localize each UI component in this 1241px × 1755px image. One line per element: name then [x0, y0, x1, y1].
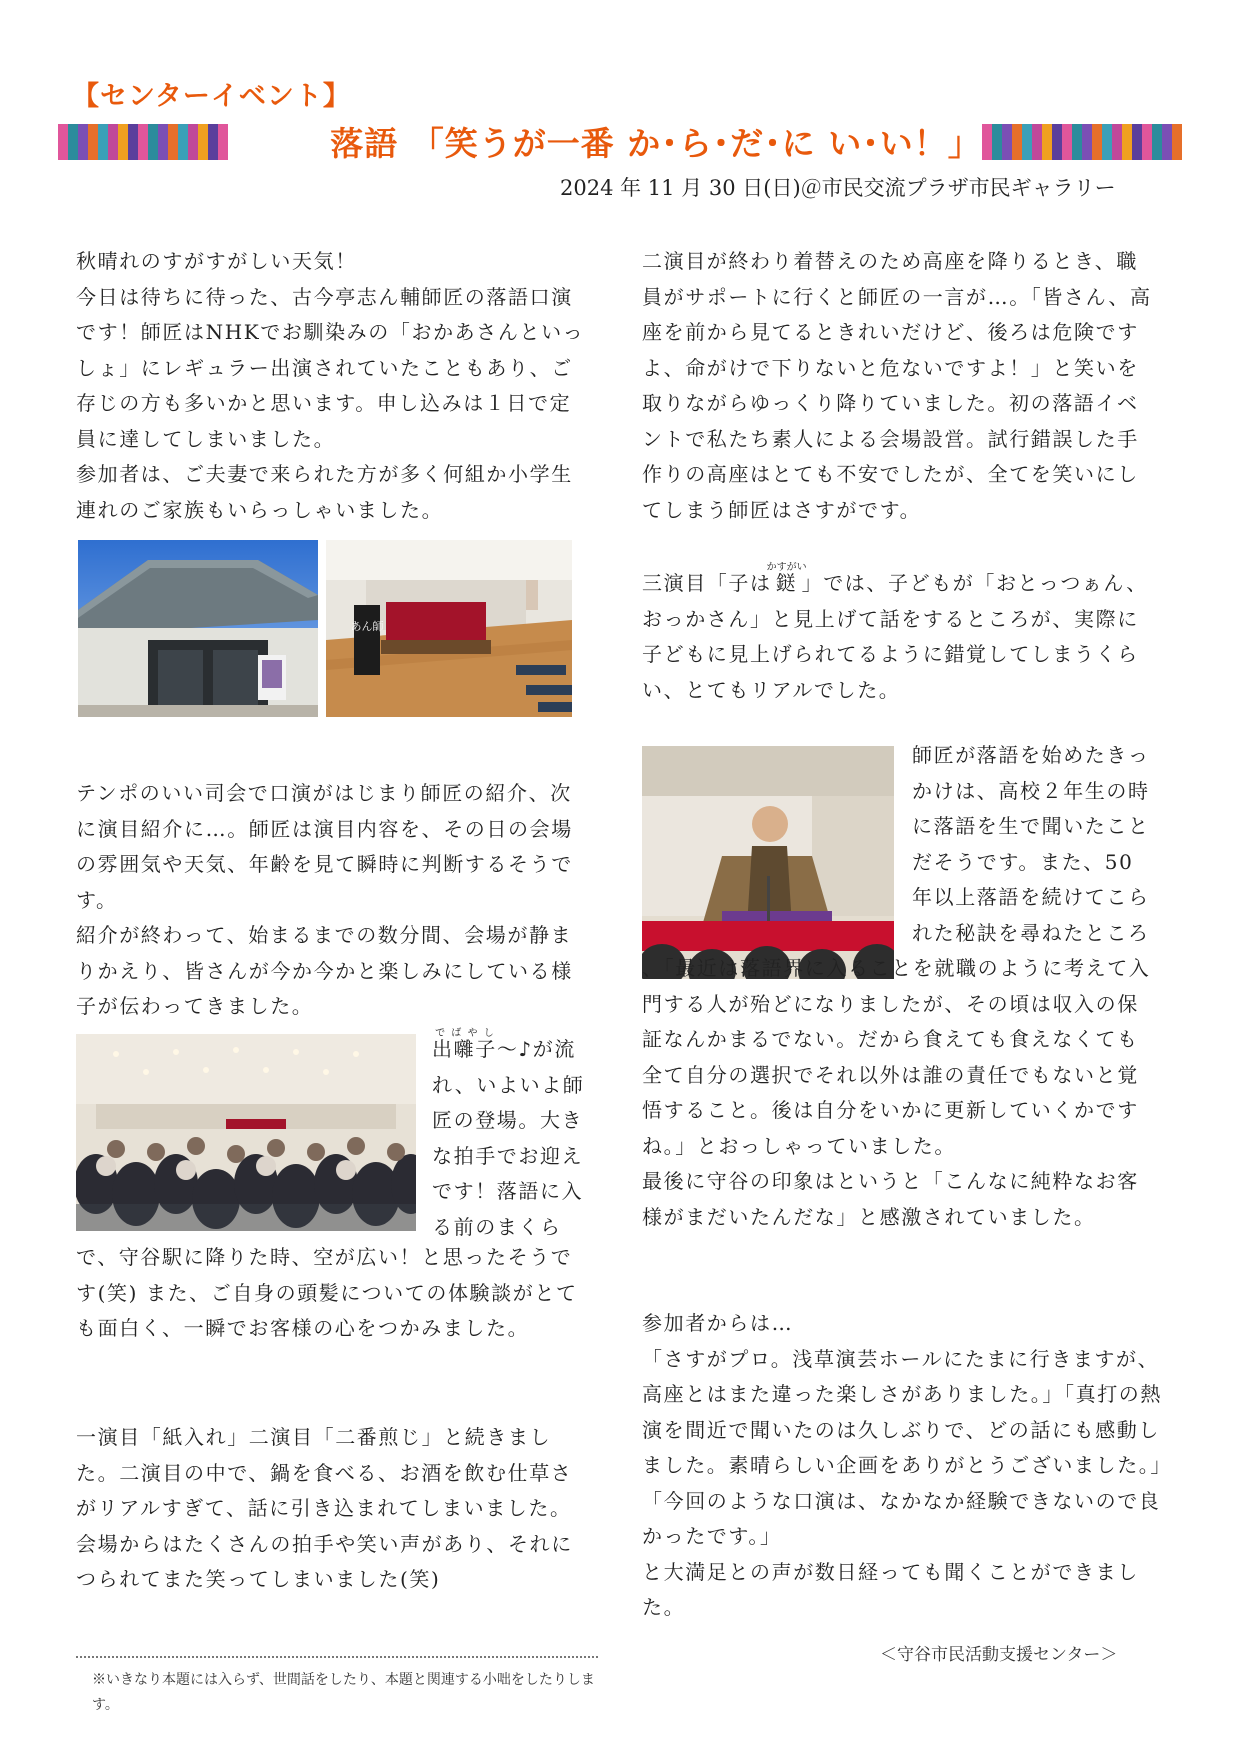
decorative-stripes-right — [982, 124, 1182, 160]
origin-narrow: 師匠が落語を始めたきっかけは、高校２年生の時に落語を生で聞いたことだそうです。また、50年以上落語を続けてこられた秘訣を尋ねたところ — [912, 743, 1150, 945]
page-title: 落語 「笑うが一番 か･ら･だ･に い･い！」 — [330, 124, 982, 163]
event-dateline: 2024 年 11 月 30 日(日)＠市民交流プラザ市民ギャラリー — [560, 176, 1116, 200]
stripe — [98, 124, 108, 160]
stripe — [1042, 124, 1052, 160]
stripe — [1142, 124, 1152, 160]
stripe — [1022, 124, 1032, 160]
stripe — [1152, 124, 1162, 160]
paragraph — [642, 738, 1152, 1164]
left-column-wrap — [432, 1028, 592, 1245]
stripe — [68, 124, 78, 160]
stripe — [218, 124, 228, 160]
stripe — [208, 124, 218, 160]
paragraph: テンポのいい司会で口演がはじまり師匠の紹介、次に演目紹介に…。師匠は演目内容を、その日の会場の雰囲気や天気、年齢を見て瞬時に判断するそうです。 — [76, 781, 573, 912]
stripe — [1122, 124, 1132, 160]
stripe — [108, 124, 118, 160]
paragraph: 紹介が終わって、始まるまでの数分間、会場が静まりかえり、皆さんが今か今かと楽しみにしている様子が伝わってきました。 — [76, 923, 573, 1018]
stripe — [58, 124, 68, 160]
paragraph: 「さすがプロ。浅草演芸ホールにたまに行きますが、高座とはまた違った楽しさがありました。」「真打の熱演を間近で聞いたのは久しぶりで、どの話にも感動しました。素晴らしい企画をありがとうございました。」「今回のような口演は、なかなか経験できないので良かったです。」 — [642, 1346, 1162, 1548]
right-column-origin — [642, 738, 1152, 1235]
stripe — [1172, 124, 1182, 160]
hall-setup-photo — [326, 540, 572, 717]
paragraph: 」では、子どもが「おとっつぁん、おっかさん」と見上げて話をするところが、実際に子どもに見上げられてるように錯覚してしまうくらい、とてもリアルでした。 — [642, 571, 1148, 702]
stripe — [992, 124, 1002, 160]
stripe — [88, 124, 98, 160]
stripe — [1012, 124, 1022, 160]
origin-full: 、「最近は落語界に入ることを就職のように考えて入門する人が殆どになりましたが、その頃は収入の保証なんかまるでない。だから食えても食えなくても全て自分の選択でそれ以外は誰の責任でもないと覚悟すること。後は自分をいかに更新していくかですね。」とおっしゃっていました。 — [642, 956, 1151, 1158]
sign-text: あん師 — [350, 620, 384, 633]
paragraph: 三演目「子は — [642, 571, 772, 595]
stripe — [1092, 124, 1102, 160]
decorative-stripes-left — [58, 124, 228, 160]
audience-photo — [76, 1034, 416, 1231]
stripe — [1062, 124, 1072, 160]
title-banner — [58, 118, 1182, 166]
paragraph: 〜♪が流れ、いよいよ師匠の登場。大きな拍手でお迎えです！落語に入る前のまくら — [432, 1037, 585, 1239]
left-column-programs — [76, 1420, 586, 1598]
stripe — [118, 124, 128, 160]
footnote-divider — [76, 1656, 598, 1658]
paragraph: と大満足との声が数日経っても聞くことができました。 — [642, 1559, 1139, 1619]
paragraph: 一演目「紙入れ」二演目「二番煎じ」と続きました。二演目の中で、鍋を食べる、お酒を飲む仕草さがリアルすぎて、話に引き込まれてしまいました。会場からはたくさんの拍手や笑い声があり、それにつられてまた笑ってしまいました(笑) — [76, 1425, 573, 1591]
stripe — [158, 124, 168, 160]
right-column-voices — [642, 1306, 1162, 1626]
stripe — [1132, 124, 1142, 160]
stripe — [982, 124, 992, 160]
stripe — [138, 124, 148, 160]
stripe — [1002, 124, 1012, 160]
paragraph: 二演目が終わり着替えのため高座を降りるとき、職員がサポートに行くと師匠の一言が…。「皆さん、高座を前から見てるときれいだけど、後ろは危険ですよ、命がけで下りないと危ないですよ！」と笑いを取りながらゆっくり降りていました。初の落語イベントで私たち素人による会場設営。試行錯誤した手作りの高座はとても不安でしたが、全てを笑いにしてしまう師匠はさすがです。 — [642, 249, 1152, 522]
left-column-opening — [76, 776, 586, 1025]
stripe — [1082, 124, 1092, 160]
paragraph: 秋晴れのすがすがしい天気！ — [76, 249, 357, 273]
paragraph: で、守谷駅に降りた時、空が広い！と思ったそうです(笑) また、ご自身の頭髪についての体験談がとても面白く、一瞬でお客様の心をつかみました。 — [76, 1245, 578, 1340]
stripe — [1072, 124, 1082, 160]
footnote: ※いきなり本題には入らず、世間話をしたり、本題と関連する小咄をしたりします。 — [92, 1672, 595, 1713]
right-column-part1 — [642, 244, 1152, 528]
stripe — [148, 124, 158, 160]
stripe — [168, 124, 178, 160]
stripe — [78, 124, 88, 160]
ruby-debayashi: 出囃子でばやし — [432, 1028, 497, 1061]
paragraph: 最後に守谷の印象はというと「こんなに純粋なお客様がまだいたんだな」と感激されていました。 — [642, 1169, 1139, 1229]
organization-credit: ＜守谷市民活動支援センター＞ — [880, 1645, 1118, 1665]
stripe — [188, 124, 198, 160]
paragraph: 参加者は、ご夫妻で来られた方が多く何組か小学生連れのご家族もいらっしゃいました。 — [76, 462, 573, 522]
stripe — [178, 124, 188, 160]
stripe — [1112, 124, 1122, 160]
paragraph: 参加者からは… — [642, 1311, 794, 1335]
right-column-part2 — [642, 562, 1152, 708]
section-tag: 【センターイベント】 — [72, 81, 351, 112]
ruby-kasugai: 鎹かすがい — [766, 562, 807, 595]
stripe — [1162, 124, 1172, 160]
stripe — [1052, 124, 1062, 160]
stripe — [1102, 124, 1112, 160]
venue-exterior-photo — [78, 540, 318, 717]
stripe — [1032, 124, 1042, 160]
paragraph: 今日は待ちに待った、古今亭志ん輔師匠の落語口演です！師匠はNHKでお馴染みの「おかあさんといっしょ」にレギュラー出演されていたこともあり、ご存じの方も多いかと思います。申し込みは１日で定員に達してしまいました。 — [76, 284, 585, 451]
stripe — [198, 124, 208, 160]
left-column-intro — [76, 244, 586, 528]
stripe — [128, 124, 138, 160]
left-column-makura — [76, 1240, 586, 1347]
